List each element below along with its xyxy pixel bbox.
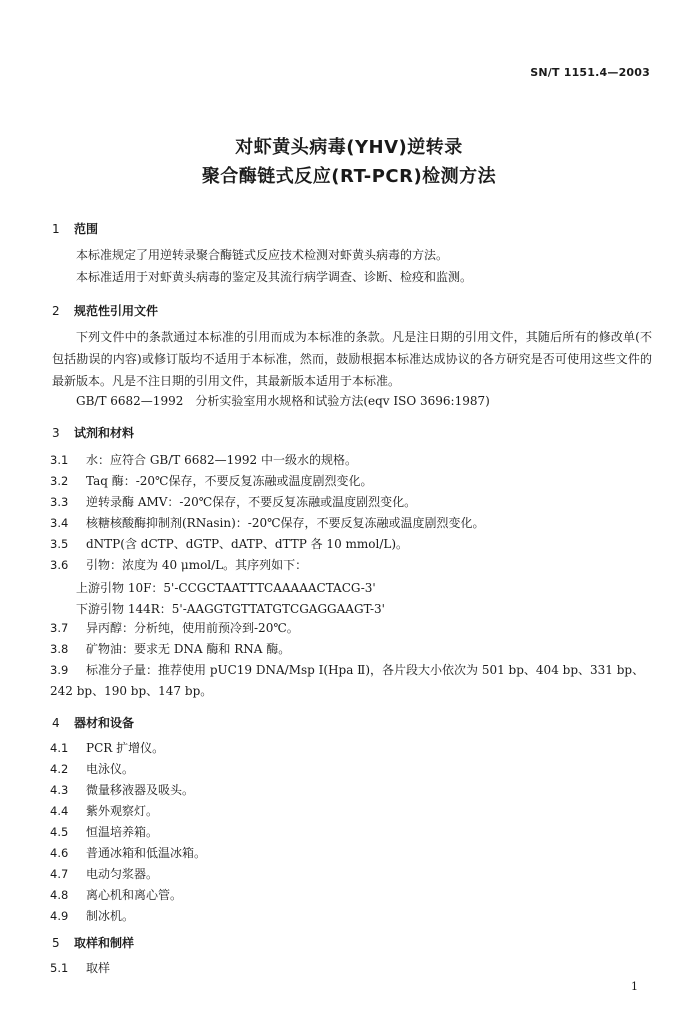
section-number: 5 — [52, 936, 60, 950]
item-text: 电动匀浆器。 — [86, 867, 159, 881]
item-text: 电泳仪。 — [86, 762, 135, 776]
reagent-item — [50, 555, 660, 576]
document-title-line-1: 对虾黄头病毒(YHV)逆转录 — [235, 137, 463, 158]
primer-downstream: 下游引物 144R：5'-AAGGTGTTATGTCGAGGAAGT-3' — [76, 602, 385, 616]
section-1-heading — [52, 220, 98, 237]
equipment-item — [50, 738, 660, 759]
item-text: Taq 酶：-20℃保存，不要反复冻融或温度剧烈变化。 — [86, 474, 373, 488]
reagent-item — [50, 639, 660, 660]
item-text: 取样 — [86, 961, 111, 975]
item-text: 矿物油：要求无 DNA 酶和 RNA 酶。 — [86, 642, 291, 656]
section-5-heading — [52, 934, 134, 951]
item-number: 3.2 — [50, 474, 69, 488]
item-number: 3.6 — [50, 558, 69, 572]
item-number: 4.3 — [50, 783, 69, 797]
item-number: 4.6 — [50, 846, 69, 860]
item-text: 水：应符合 GB/T 6682—1992 中一级水的规格。 — [86, 453, 357, 467]
reagent-item — [50, 513, 660, 534]
reagent-item — [50, 471, 660, 492]
equipment-item — [50, 780, 660, 801]
section-number: 1 — [52, 222, 60, 236]
item-text: 紫外观察灯。 — [86, 804, 159, 818]
item-number: 3.7 — [50, 621, 69, 635]
item-text: PCR 扩增仪。 — [86, 741, 165, 755]
section-title: 试剂和材料 — [74, 426, 135, 440]
equipment-item — [50, 864, 660, 885]
item-number: 4.2 — [50, 762, 69, 776]
section-title: 范围 — [74, 222, 99, 236]
reagent-item — [50, 660, 662, 702]
section-number: 2 — [52, 304, 60, 318]
section-number: 4 — [52, 716, 60, 730]
section-title: 器材和设备 — [74, 716, 135, 730]
equipment-item — [50, 885, 660, 906]
item-number: 3.3 — [50, 495, 69, 509]
item-text: 普通冰箱和低温冰箱。 — [86, 846, 207, 860]
item-number: 3.9 — [50, 663, 69, 677]
item-text: 引物：浓度为 40 μmol/L。其序列如下： — [86, 558, 308, 572]
document-title-line-2: 聚合酶链式反应(RT-PCR)检测方法 — [201, 166, 497, 187]
item-text: 微量移液器及吸头。 — [86, 783, 195, 797]
primer-upstream: 上游引物 10F：5'-CCGCTAATTTCAAAAACTACG-3' — [76, 581, 376, 595]
section-number: 3 — [52, 426, 60, 440]
reagent-item — [50, 450, 660, 471]
equipment-item — [50, 801, 660, 822]
sampling-item — [50, 958, 660, 979]
normative-reference: GB/T 6682—1992 分析实验室用水规格和试验方法(eqv ISO 3696:1987) — [76, 394, 490, 408]
item-number: 4.4 — [50, 804, 69, 818]
section-1-paragraph-1: 本标准规定了用逆转录聚合酶链式反应技术检测对虾黄头病毒的方法。 — [76, 248, 449, 262]
section-title: 规范性引用文件 — [74, 304, 159, 318]
item-text: 恒温培养箱。 — [86, 825, 159, 839]
item-number: 3.4 — [50, 516, 69, 530]
section-2-heading — [52, 302, 158, 319]
item-text: 异丙醇：分析纯，使用前预冷到-20℃。 — [86, 621, 299, 635]
item-number: 3.1 — [50, 453, 69, 467]
item-number: 3.5 — [50, 537, 69, 551]
section-3-heading — [52, 424, 134, 441]
item-text: 离心机和离心管。 — [86, 888, 183, 902]
section-title: 取样和制样 — [74, 936, 135, 950]
page-number: 1 — [631, 980, 638, 993]
standard-number: SN/T 1151.4—2003 — [530, 66, 650, 79]
equipment-item — [50, 843, 660, 864]
item-number: 4.9 — [50, 909, 69, 923]
equipment-item — [50, 822, 660, 843]
item-number: 4.1 — [50, 741, 69, 755]
item-number: 3.8 — [50, 642, 69, 656]
reagent-item — [50, 534, 660, 555]
item-text: 标准分子量：推荐使用 pUC19 DNA/Msp Ⅰ(Hpa Ⅱ)，各片段大小依次为 501 bp、404 bp、331 bp、242 bp、190 bp、147 bp。 — [50, 663, 645, 698]
item-number: 5.1 — [50, 961, 69, 975]
equipment-item — [50, 759, 660, 780]
item-text: 制冰机。 — [86, 909, 135, 923]
item-text: 核糖核酸酶抑制剂(RNasin)：-20℃保存，不要反复冻融或温度剧烈变化。 — [86, 516, 485, 530]
reagent-item — [50, 618, 660, 639]
item-number: 4.5 — [50, 825, 69, 839]
equipment-item — [50, 906, 660, 927]
item-text: 逆转录酶 AMV：-20℃保存，不要反复冻融或温度剧烈变化。 — [86, 495, 417, 509]
item-number: 4.7 — [50, 867, 69, 881]
section-1-paragraph-2: 本标准适用于对虾黄头病毒的鉴定及其流行病学调查、诊断、检疫和监测。 — [76, 270, 473, 284]
section-2-paragraph: 下列文件中的条款通过本标准的引用而成为本标准的条款。凡是注日期的引用文件，其随后所有的修改单(不包括勘误的内容)或修订版均不适用于本标准，然而，鼓励根据本标准达成协议的各方研究是否可使用这些文件的最新版本。凡是不注日期的引用文件，其最新版本适用于本标准。 — [52, 330, 652, 388]
item-number: 4.8 — [50, 888, 69, 902]
section-4-heading — [52, 714, 134, 731]
item-text: dNTP(含 dCTP、dGTP、dATP、dTTP 各 10 mmol/L)。 — [86, 537, 409, 551]
reagent-item — [50, 492, 660, 513]
